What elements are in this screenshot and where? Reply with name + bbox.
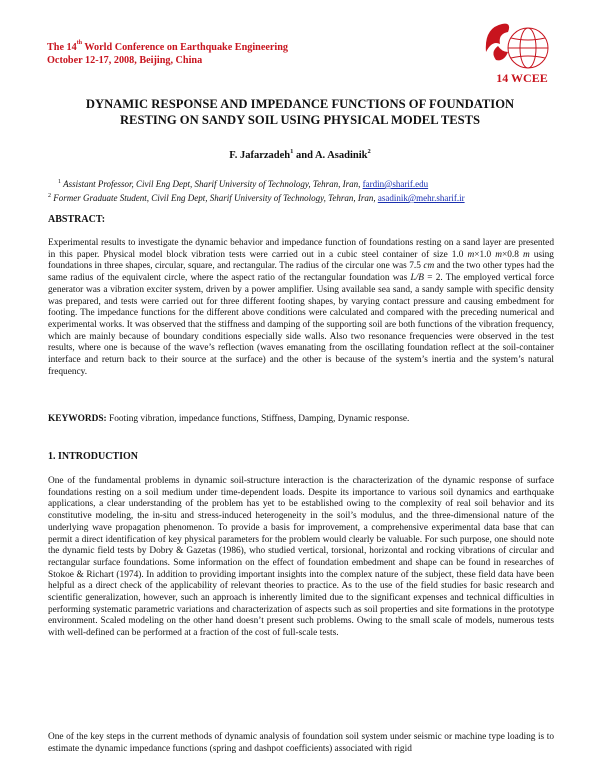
affiliation-1: $^1$ Assistant Professor, Civil Eng Dept, Sharif University of Technology, Tehran, Iran, fardin@sharif.edu bbox=[58, 179, 429, 189]
wcee-logo bbox=[478, 18, 566, 88]
paper-title: DYNAMIC RESPONSE AND IMPEDANCE FUNCTIONS OF FOUNDATION RESTING ON SANDY SOIL USING PHYSICAL MODEL TESTS bbox=[85, 97, 515, 127]
conference-dates: October 12-17, 2008, Beijing, China bbox=[47, 55, 203, 66]
introduction-heading: 1. INTRODUCTION bbox=[48, 451, 139, 462]
email-link-2[interactable]: asadinik@mehr.sharif.ir bbox=[377, 193, 465, 203]
conference-header bbox=[47, 37, 288, 67]
affiliation-2: $^2$ Former Graduate Student, Civil Eng Dept, Sharif University of Technology, Tehran, Iran, asadinik@mehr.sharif.ir bbox=[48, 193, 465, 203]
authors: F. Jafarzadeh$^1$ and A. Asadinik$^2$ bbox=[229, 148, 371, 161]
introduction-paragraph-1: One of the fundamental problems in dynamic soil-structure interaction is the characterization of the dynamic response of surface foundations resting on a soil medium under time-dependent loads. Despite its importance to various soil dynamics and earthquake applications, a clear understanding of the problem has yet to be established owing to the complexity of real soil behavior and its constitutive modeling, the in-situ and stress-induced heterogeneity in the soil’s modulus, and the three-dimensional nature of the underlying wave propagation phenomenon. To provide a basis for improvement, a comprehensive experimental data base that can permit a direct identification of key physical parameters for the problem would clearly be valuable. For such purpose, one should note the dynamic field tests by Dobry & Gazetas (1986), who studied vertical, torsional, horizontal and rocking vibrations of circular and rectangular surface foundations. Some information on the effect of foundation embedment and shape can be found in researches of Stokoe & Richart (1974). In addition to providing important insights into the complex nature of the subject, these field data have been helpful as a direct check of the applicability of relevant theories to practice. As to the use of the field studies for basic research and scientific generalization, however, such an approach is inherently limited due to the significant expenses and technical difficulties in performing systematic parametric variations and characterization of aspects such as soil properties and site formations in the prototype environment. Scaled modeling on the other hand doesn’t present such problems. Owing to the small scale of models, numerous tests with well-defined can be performed at a fraction of the cost of full-scale tests. bbox=[48, 476, 554, 639]
introduction-paragraph-2: One of the key steps in the current methods of dynamic analysis of foundation soil system under seismic or machine type loading is to estimate the dynamic impedance functions (spring and dashpot coefficients) associated with rigid bbox=[48, 732, 554, 754]
email-link-1[interactable]: fardin@sharif.edu bbox=[362, 179, 429, 189]
conference-name: The 14th World Conference on Earthquake Engineering bbox=[47, 40, 288, 53]
keywords: KEYWORDS: Footing vibration, impedance functions, Stiffness, Damping, Dynamic response. bbox=[48, 414, 410, 424]
logo-text: 14 WCEE bbox=[496, 71, 548, 85]
abstract-heading: ABSTRACT: bbox=[48, 214, 106, 225]
abstract-text: Experimental results to investigate the dynamic behavior and impedance function of foundations resting on a sand layer are presented in this paper. Physical model block vibration tests were carried out in a cubic steel container of size 1.0 m×1.0 m×0.8 m using foundations in three shapes, circular, square, and rectangular. The radius of the circular one was 7.5 cm and the two other types had the same radius of the equivalent circle, where the aspect ratio of the rectangular foundation was L/B = 2. The employed vertical force generator was a vibration exciter system, driven by a power amplifier. Using available sea sand, a sandy sample with specific density was prepared, and tests were carried out for three different footing shapes, by varying contact pressure and causing embedment for footing. The impedance functions for the different above conditions were calculated and compared with the preceding numerical and experimental works. It was observed that the stiffness and damping of the supporting soil are both functions of the vibration frequency, which are mainly because of boundary conditions especially side walls. Also two resonance frequencies were observed in the test results, where one is because of the wave’s reflection (waves emanating from the oscillating foundation reflect at the soil-container interface and return back to their source at the surface) and the other is because of the system’s inertia and the system’s natural frequency. bbox=[48, 238, 554, 377]
